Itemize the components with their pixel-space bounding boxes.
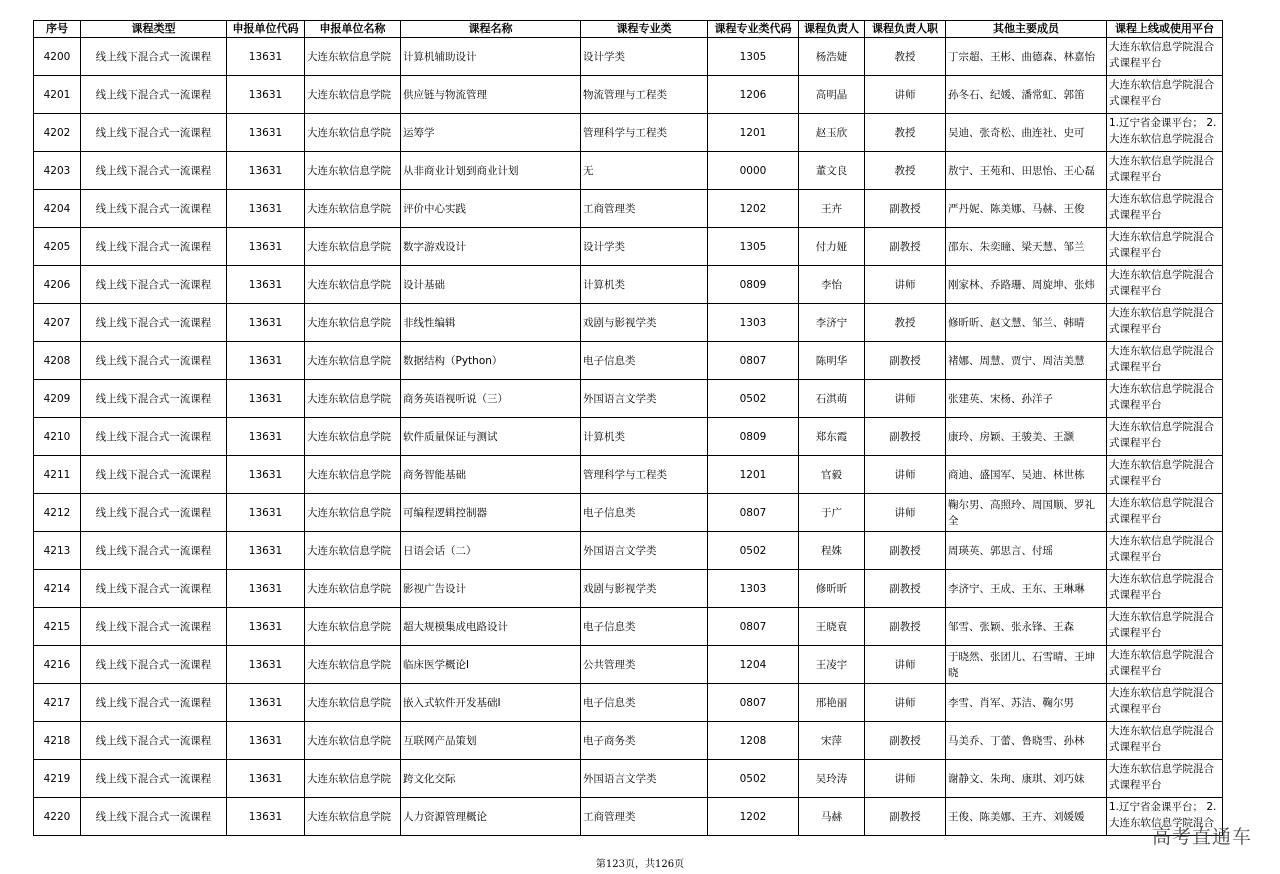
cell-major-category: 电子信息类 <box>581 494 708 532</box>
cell-platform-text: 大连东软信息学院混合式课程平台 <box>1109 269 1214 297</box>
cell-unit-code: 13631 <box>227 228 305 266</box>
cell-lead-title: 副教授 <box>865 798 946 836</box>
cell-course-type: 线上线下混合式一流课程 <box>81 608 227 646</box>
cell-unit-name: 大连东软信息学院 <box>305 266 401 304</box>
table-row <box>34 418 1223 456</box>
cell-major-code: 0807 <box>708 494 799 532</box>
cell-lead-title: 副教授 <box>865 342 946 380</box>
cell-lead: 官毅 <box>799 456 865 494</box>
cell-index: 4211 <box>34 456 81 494</box>
cell-members: 张建英、宋杨、孙洋子 <box>946 380 1107 418</box>
cell-lead-title: 教授 <box>865 38 946 76</box>
cell-platform-text: 大连东软信息学院混合式课程平台 <box>1109 383 1214 411</box>
cell-lead: 石淇萌 <box>799 380 865 418</box>
table-row <box>34 190 1223 228</box>
table-row <box>34 76 1223 114</box>
cell-unit-code: 13631 <box>227 684 305 722</box>
cell-index: 4206 <box>34 266 81 304</box>
cell-lead-title: 副教授 <box>865 608 946 646</box>
table-row <box>34 380 1223 418</box>
cell-index: 4209 <box>34 380 81 418</box>
cell-unit-name: 大连东软信息学院 <box>305 304 401 342</box>
cell-major-category: 工商管理类 <box>581 798 708 836</box>
cell-unit-name: 大连东软信息学院 <box>305 76 401 114</box>
cell-lead-title: 副教授 <box>865 532 946 570</box>
cell-major-code: 1305 <box>708 38 799 76</box>
cell-course-type: 线上线下混合式一流课程 <box>81 722 227 760</box>
cell-members: 丁宗超、王彬、曲德森、林嘉怡 <box>946 38 1107 76</box>
cell-major-code: 1204 <box>708 646 799 684</box>
cell-index: 4215 <box>34 608 81 646</box>
cell-lead-title: 讲师 <box>865 266 946 304</box>
cell-major-code: 1202 <box>708 798 799 836</box>
cell-platform-text: 大连东软信息学院混合式课程平台 <box>1109 535 1214 563</box>
cell-course-name: 商务智能基础 <box>401 456 581 494</box>
cell-course-name: 数字游戏设计 <box>401 228 581 266</box>
cell-unit-name: 大连东软信息学院 <box>305 722 401 760</box>
cell-lead: 于广 <box>799 494 865 532</box>
cell-lead: 王凌宇 <box>799 646 865 684</box>
table-row <box>34 646 1223 684</box>
header-course-type: 课程类型 <box>81 21 227 38</box>
cell-platform <box>1107 342 1223 380</box>
cell-major-category: 电子信息类 <box>581 684 708 722</box>
cell-lead-title: 副教授 <box>865 722 946 760</box>
cell-unit-code: 13631 <box>227 608 305 646</box>
cell-index: 4214 <box>34 570 81 608</box>
cell-members: 鞠尔男、高照玲、周国顺、罗礼全 <box>946 494 1107 532</box>
header-major-category: 课程专业类 <box>581 21 708 38</box>
cell-unit-name: 大连东软信息学院 <box>305 684 401 722</box>
cell-index: 4212 <box>34 494 81 532</box>
cell-unit-code: 13631 <box>227 418 305 456</box>
table-row <box>34 760 1223 798</box>
cell-course-type: 线上线下混合式一流课程 <box>81 266 227 304</box>
table-row <box>34 608 1223 646</box>
cell-lead-title: 副教授 <box>865 228 946 266</box>
cell-lead: 宋萍 <box>799 722 865 760</box>
cell-course-type: 线上线下混合式一流课程 <box>81 570 227 608</box>
header-course-name: 课程名称 <box>401 21 581 38</box>
cell-major-code: 0502 <box>708 760 799 798</box>
cell-major-code: 1305 <box>708 228 799 266</box>
cell-platform <box>1107 570 1223 608</box>
cell-index: 4218 <box>34 722 81 760</box>
cell-members: 马美乔、丁蕾、鲁晓雪、孙林 <box>946 722 1107 760</box>
cell-platform-text: 大连东软信息学院混合式课程平台 <box>1109 345 1214 373</box>
cell-lead: 马赫 <box>799 798 865 836</box>
cell-unit-code: 13631 <box>227 38 305 76</box>
cell-major-code: 1303 <box>708 304 799 342</box>
cell-platform <box>1107 456 1223 494</box>
cell-course-type: 线上线下混合式一流课程 <box>81 304 227 342</box>
cell-unit-name: 大连东软信息学院 <box>305 532 401 570</box>
cell-platform <box>1107 722 1223 760</box>
cell-members: 邵东、朱奕瞳、梁天慧、邹兰 <box>946 228 1107 266</box>
cell-index: 4201 <box>34 76 81 114</box>
cell-platform-text: 大连东软信息学院混合式课程平台 <box>1109 497 1214 525</box>
cell-unit-code: 13631 <box>227 760 305 798</box>
table-row <box>34 228 1223 266</box>
cell-course-name: 嵌入式软件开发基础I <box>401 684 581 722</box>
cell-lead-title: 教授 <box>865 304 946 342</box>
cell-major-category: 戏剧与影视学类 <box>581 304 708 342</box>
cell-unit-code: 13631 <box>227 646 305 684</box>
cell-lead: 邢艳丽 <box>799 684 865 722</box>
cell-members: 王俊、陈美娜、王卉、刘媛媛 <box>946 798 1107 836</box>
cell-lead: 郑东霞 <box>799 418 865 456</box>
cell-course-type: 线上线下混合式一流课程 <box>81 494 227 532</box>
cell-unit-name: 大连东软信息学院 <box>305 646 401 684</box>
cell-members: 严丹妮、陈美娜、马赫、王俊 <box>946 190 1107 228</box>
cell-index: 4203 <box>34 152 81 190</box>
cell-unit-name: 大连东软信息学院 <box>305 456 401 494</box>
cell-course-type: 线上线下混合式一流课程 <box>81 684 227 722</box>
cell-major-code: 0502 <box>708 380 799 418</box>
cell-unit-code: 13631 <box>227 456 305 494</box>
cell-major-code: 0809 <box>708 266 799 304</box>
course-table <box>33 20 1223 836</box>
header-major-code: 课程专业类代码 <box>708 21 799 38</box>
cell-course-name: 跨文化交际 <box>401 760 581 798</box>
cell-course-type: 线上线下混合式一流课程 <box>81 190 227 228</box>
cell-platform-text: 大连东软信息学院混合式课程平台 <box>1109 231 1214 259</box>
cell-unit-code: 13631 <box>227 152 305 190</box>
cell-lead-title: 讲师 <box>865 380 946 418</box>
cell-lead: 李济宁 <box>799 304 865 342</box>
cell-course-type: 线上线下混合式一流课程 <box>81 418 227 456</box>
cell-platform <box>1107 684 1223 722</box>
cell-platform-text: 大连东软信息学院混合式课程平台 <box>1109 649 1214 677</box>
cell-lead-title: 讲师 <box>865 684 946 722</box>
cell-platform-text: 大连东软信息学院混合式课程平台 <box>1109 459 1214 487</box>
cell-platform-text: 大连东软信息学院混合式课程平台 <box>1109 193 1214 221</box>
cell-platform-text: 大连东软信息学院混合式课程平台 <box>1109 307 1214 335</box>
cell-index: 4207 <box>34 304 81 342</box>
cell-lead: 陈明华 <box>799 342 865 380</box>
table-row <box>34 532 1223 570</box>
cell-platform <box>1107 76 1223 114</box>
table-row <box>34 570 1223 608</box>
cell-course-name: 日语会话（二） <box>401 532 581 570</box>
cell-platform <box>1107 38 1223 76</box>
cell-lead-title: 副教授 <box>865 570 946 608</box>
cell-unit-name: 大连东软信息学院 <box>305 228 401 266</box>
cell-course-type: 线上线下混合式一流课程 <box>81 380 227 418</box>
cell-major-category: 管理科学与工程类 <box>581 114 708 152</box>
table-row <box>34 456 1223 494</box>
cell-index: 4205 <box>34 228 81 266</box>
cell-major-category: 外国语言文学类 <box>581 532 708 570</box>
cell-members: 周瑛英、郭思言、付瑶 <box>946 532 1107 570</box>
cell-lead-title: 副教授 <box>865 418 946 456</box>
cell-lead-title: 教授 <box>865 114 946 152</box>
cell-course-name: 软件质量保证与测试 <box>401 418 581 456</box>
cell-members: 吴迪、张奇松、曲连社、史可 <box>946 114 1107 152</box>
cell-lead-title: 讲师 <box>865 494 946 532</box>
cell-major-code: 1208 <box>708 722 799 760</box>
header-lead-title: 课程负责人职 <box>865 21 946 38</box>
cell-course-name: 从非商业计划到商业计划 <box>401 152 581 190</box>
cell-unit-code: 13631 <box>227 722 305 760</box>
cell-course-name: 运筹学 <box>401 114 581 152</box>
cell-lead: 赵玉欣 <box>799 114 865 152</box>
cell-course-type: 线上线下混合式一流课程 <box>81 646 227 684</box>
cell-unit-name: 大连东软信息学院 <box>305 760 401 798</box>
cell-course-type: 线上线下混合式一流课程 <box>81 38 227 76</box>
cell-members: 孙冬石、纪媛、潘常虹、郭笛 <box>946 76 1107 114</box>
cell-unit-code: 13631 <box>227 570 305 608</box>
cell-lead-title: 副教授 <box>865 190 946 228</box>
cell-lead: 高明晶 <box>799 76 865 114</box>
cell-major-category: 计算机类 <box>581 418 708 456</box>
cell-members: 李雪、肖军、苏洁、鞠尔男 <box>946 684 1107 722</box>
cell-unit-name: 大连东软信息学院 <box>305 190 401 228</box>
header-unit-code: 申报单位代码 <box>227 21 305 38</box>
cell-index: 4210 <box>34 418 81 456</box>
cell-lead: 付力娅 <box>799 228 865 266</box>
cell-major-category: 电子商务类 <box>581 722 708 760</box>
cell-platform-text: 大连东软信息学院混合式课程平台 <box>1109 79 1214 107</box>
cell-course-type: 线上线下混合式一流课程 <box>81 532 227 570</box>
cell-course-type: 线上线下混合式一流课程 <box>81 228 227 266</box>
cell-index: 4217 <box>34 684 81 722</box>
cell-major-code: 0807 <box>708 342 799 380</box>
cell-course-name: 超大规模集成电路设计 <box>401 608 581 646</box>
cell-platform <box>1107 228 1223 266</box>
cell-platform-text: 大连东软信息学院混合式课程平台 <box>1109 687 1214 715</box>
cell-unit-code: 13631 <box>227 380 305 418</box>
cell-major-category: 公共管理类 <box>581 646 708 684</box>
cell-major-code: 1202 <box>708 190 799 228</box>
cell-lead-title: 讲师 <box>865 456 946 494</box>
cell-major-code: 0502 <box>708 532 799 570</box>
page-footer: 第123页，共126页 <box>595 859 685 870</box>
cell-platform-text: 大连东软信息学院混合式课程平台 <box>1109 155 1214 183</box>
cell-course-type: 线上线下混合式一流课程 <box>81 114 227 152</box>
cell-platform-text: 大连东软信息学院混合式课程平台 <box>1109 573 1214 601</box>
cell-unit-name: 大连东软信息学院 <box>305 152 401 190</box>
cell-members: 邹雪、张颖、张永锋、王森 <box>946 608 1107 646</box>
header-platform: 课程上线或使用平台 <box>1107 21 1223 38</box>
cell-course-name: 临床医学概论I <box>401 646 581 684</box>
watermark: 高考直通车 <box>1151 826 1252 848</box>
cell-course-type: 线上线下混合式一流课程 <box>81 152 227 190</box>
cell-course-name: 计算机辅助设计 <box>401 38 581 76</box>
table-row <box>34 114 1223 152</box>
cell-platform <box>1107 266 1223 304</box>
cell-course-name: 可编程逻辑控制器 <box>401 494 581 532</box>
table-row <box>34 798 1223 836</box>
cell-major-category: 无 <box>581 152 708 190</box>
table-row <box>34 38 1223 76</box>
cell-unit-code: 13631 <box>227 76 305 114</box>
cell-unit-name: 大连东软信息学院 <box>305 608 401 646</box>
cell-platform <box>1107 114 1223 152</box>
cell-unit-name: 大连东软信息学院 <box>305 798 401 836</box>
cell-course-type: 线上线下混合式一流课程 <box>81 76 227 114</box>
table-row <box>34 266 1223 304</box>
cell-course-type: 线上线下混合式一流课程 <box>81 798 227 836</box>
cell-index: 4216 <box>34 646 81 684</box>
cell-major-category: 计算机类 <box>581 266 708 304</box>
cell-platform <box>1107 304 1223 342</box>
cell-major-code: 1206 <box>708 76 799 114</box>
header-members: 其他主要成员 <box>946 21 1107 38</box>
cell-platform <box>1107 380 1223 418</box>
cell-index: 4200 <box>34 38 81 76</box>
cell-platform-text: 大连东软信息学院混合式课程平台 <box>1109 611 1214 639</box>
header-lead: 课程负责人 <box>799 21 865 38</box>
cell-major-category: 外国语言文学类 <box>581 380 708 418</box>
table-row <box>34 684 1223 722</box>
cell-course-type: 线上线下混合式一流课程 <box>81 760 227 798</box>
cell-course-name: 互联网产品策划 <box>401 722 581 760</box>
cell-major-category: 工商管理类 <box>581 190 708 228</box>
cell-lead-title: 教授 <box>865 152 946 190</box>
cell-members: 李济宁、王成、王东、王琳琳 <box>946 570 1107 608</box>
cell-platform <box>1107 418 1223 456</box>
cell-course-type: 线上线下混合式一流课程 <box>81 342 227 380</box>
cell-members: 商迪、盛国军、吴迪、林世栋 <box>946 456 1107 494</box>
table-row <box>34 342 1223 380</box>
cell-major-code: 1201 <box>708 114 799 152</box>
cell-major-category: 设计学类 <box>581 228 708 266</box>
cell-unit-name: 大连东软信息学院 <box>305 342 401 380</box>
cell-members: 刚家林、乔路珊、周旋坤、张炜 <box>946 266 1107 304</box>
cell-major-category: 电子信息类 <box>581 608 708 646</box>
cell-lead: 程姝 <box>799 532 865 570</box>
cell-unit-name: 大连东软信息学院 <box>305 570 401 608</box>
header-row <box>34 21 1223 38</box>
cell-major-category: 管理科学与工程类 <box>581 456 708 494</box>
cell-unit-code: 13631 <box>227 494 305 532</box>
cell-unit-code: 13631 <box>227 798 305 836</box>
cell-major-code: 1303 <box>708 570 799 608</box>
cell-course-name: 评价中心实践 <box>401 190 581 228</box>
header-index: 序号 <box>34 21 81 38</box>
cell-index: 4220 <box>34 798 81 836</box>
cell-members: 于晓然、张团儿、石雪晴、王坤晓 <box>946 646 1107 684</box>
cell-lead-title: 讲师 <box>865 76 946 114</box>
table-row <box>34 304 1223 342</box>
table-row <box>34 152 1223 190</box>
cell-lead-title: 讲师 <box>865 760 946 798</box>
cell-course-name: 供应链与物流管理 <box>401 76 581 114</box>
cell-unit-name: 大连东软信息学院 <box>305 38 401 76</box>
cell-course-name: 数据结构（Python） <box>401 342 581 380</box>
cell-major-code: 0807 <box>708 684 799 722</box>
cell-major-category: 设计学类 <box>581 38 708 76</box>
cell-index: 4213 <box>34 532 81 570</box>
cell-unit-code: 13631 <box>227 532 305 570</box>
cell-course-name: 商务英语视听说（三） <box>401 380 581 418</box>
cell-platform-text: 大连东软信息学院混合式课程平台 <box>1109 41 1214 69</box>
cell-major-category: 电子信息类 <box>581 342 708 380</box>
cell-major-code: 1201 <box>708 456 799 494</box>
cell-major-code: 0807 <box>708 608 799 646</box>
cell-major-code: 0809 <box>708 418 799 456</box>
cell-unit-code: 13631 <box>227 114 305 152</box>
cell-platform <box>1107 494 1223 532</box>
cell-members: 修昕昕、赵文慧、邹兰、韩晴 <box>946 304 1107 342</box>
cell-index: 4202 <box>34 114 81 152</box>
cell-course-name: 影视广告设计 <box>401 570 581 608</box>
cell-platform <box>1107 646 1223 684</box>
table-row <box>34 722 1223 760</box>
cell-lead: 修昕昕 <box>799 570 865 608</box>
cell-members: 敖宁、王苑和、田思怡、王心磊 <box>946 152 1107 190</box>
table-row <box>34 494 1223 532</box>
cell-major-category: 戏剧与影视学类 <box>581 570 708 608</box>
cell-lead: 李怡 <box>799 266 865 304</box>
cell-platform <box>1107 760 1223 798</box>
cell-unit-code: 13631 <box>227 342 305 380</box>
cell-lead-title: 讲师 <box>865 646 946 684</box>
cell-major-code: 0000 <box>708 152 799 190</box>
cell-unit-code: 13631 <box>227 304 305 342</box>
cell-unit-code: 13631 <box>227 190 305 228</box>
cell-platform-text: 大连东软信息学院混合式课程平台 <box>1109 421 1214 449</box>
cell-unit-name: 大连东软信息学院 <box>305 418 401 456</box>
cell-members: 康玲、房颖、王骏美、王灏 <box>946 418 1107 456</box>
cell-lead: 杨浩婕 <box>799 38 865 76</box>
cell-major-category: 物流管理与工程类 <box>581 76 708 114</box>
cell-platform <box>1107 152 1223 190</box>
cell-unit-name: 大连东软信息学院 <box>305 380 401 418</box>
cell-lead: 王卉 <box>799 190 865 228</box>
cell-course-name: 人力资源管理概论 <box>401 798 581 836</box>
cell-platform <box>1107 608 1223 646</box>
cell-course-name: 非线性编辑 <box>401 304 581 342</box>
cell-major-category: 外国语言文学类 <box>581 760 708 798</box>
cell-course-type: 线上线下混合式一流课程 <box>81 456 227 494</box>
cell-platform-text: 1.辽宁省金课平台； 2.大连东软信息学院混合 <box>1109 801 1217 829</box>
cell-index: 4204 <box>34 190 81 228</box>
cell-platform <box>1107 532 1223 570</box>
cell-lead: 吴玲涛 <box>799 760 865 798</box>
cell-lead: 王晓袁 <box>799 608 865 646</box>
cell-members: 褚娜、周慧、贾宁、周洁美慧 <box>946 342 1107 380</box>
cell-unit-code: 13631 <box>227 266 305 304</box>
cell-unit-name: 大连东软信息学院 <box>305 494 401 532</box>
cell-platform-text: 大连东软信息学院混合式课程平台 <box>1109 763 1214 791</box>
cell-index: 4219 <box>34 760 81 798</box>
cell-platform-text: 1.辽宁省金课平台； 2.大连东软信息学院混合 <box>1109 117 1217 145</box>
header-unit-name: 申报单位名称 <box>305 21 401 38</box>
cell-lead: 董文良 <box>799 152 865 190</box>
cell-course-name: 设计基础 <box>401 266 581 304</box>
cell-platform <box>1107 190 1223 228</box>
cell-unit-name: 大连东软信息学院 <box>305 114 401 152</box>
cell-index: 4208 <box>34 342 81 380</box>
cell-members: 谢静文、朱珣、康琪、刘巧妹 <box>946 760 1107 798</box>
cell-platform-text: 大连东软信息学院混合式课程平台 <box>1109 725 1214 753</box>
